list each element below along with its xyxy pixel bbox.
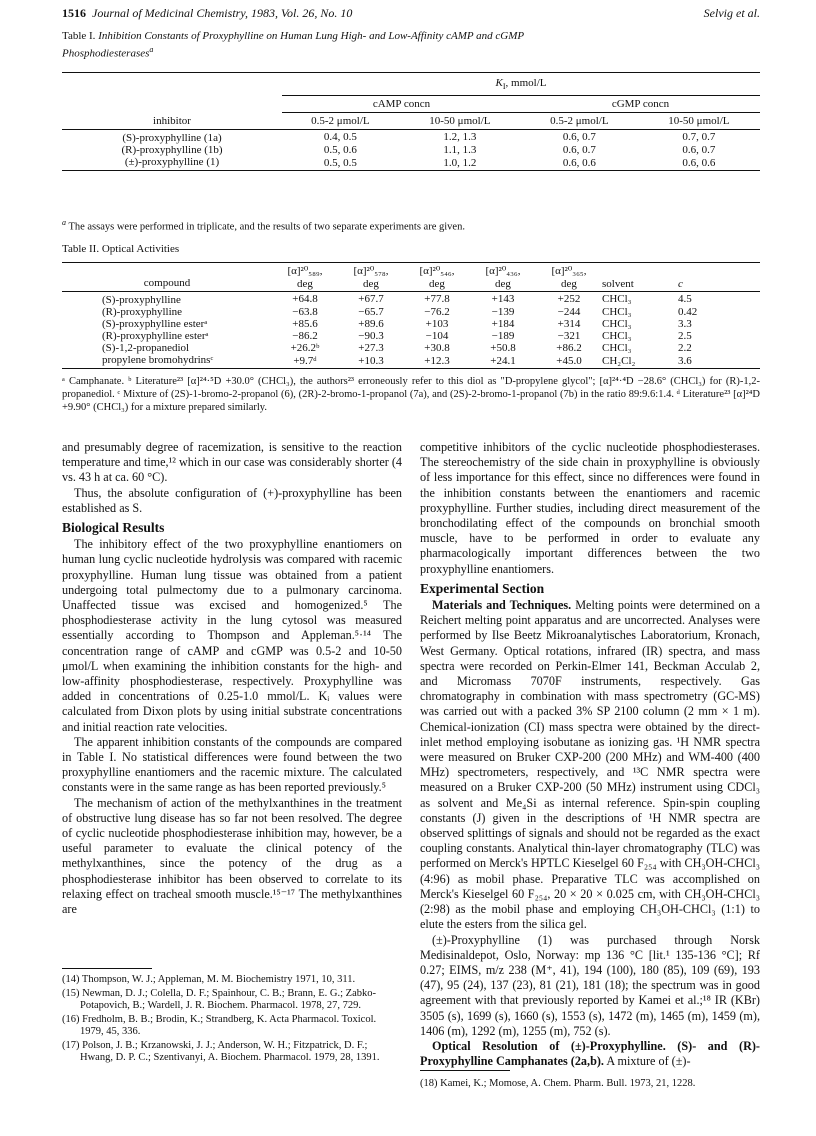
table1-caption-label: Table I. — [62, 30, 96, 42]
reference: (14) Thompson, W. J.; Appleman, M. M. Biochemistry 1971, 10, 311. — [62, 974, 356, 985]
table-row: (S)-proxyphylline (1a) 0.4, 0.5 1.2, 1.3 0.6, 0.7 0.7, 0.7 — [122, 130, 716, 144]
reference: (15) Newman, D. J.; Colella, D. F.; Spainhour, C. B.; Brann, E. G.; Zabko-Potapovich, B.; Wardell, J. R. Biochem. Pharmacol. 1978, 27, 729. — [62, 987, 376, 1011]
journal-citation: Journal of Medicinal Chemistry, 1983, Vol. 26, No. 10 — [92, 6, 353, 20]
table1-caption-text: Inhibition Constants of Proxyphylline on Human Lung High- and Low-Affinity cAMP and cGMP Phosphodiesterases — [62, 30, 524, 60]
table-row: (±)-proxyphylline (1) 0.5, 0.5 1.0, 1.2 0.6, 0.6 0.6, 0.6 — [62, 156, 760, 171]
paragraph: Materials and Techniques. Melting points were determined on a Reichert melting point apparatus and are uncorrected. Analyses were performed by Ilse Beetz Mikroanalytisches Laboratorium, Kronach, West Germany. Optical rotations, infrared (IR) spectra, and mass spectra were recorded on Perkin-Elmer 141, Beckman Acculab 2, and Micromass 7070F instruments, respectively. Gas chromatography in combination with mass spectrometry (GC-MS) was carried out with a packed 3% SP 2100 column (2 mm × 1 m). Chemical-ionization (CI) mass spectra were obtained by the direct-inlet method employing isobutane as ionizing gas. ¹H NMR spectra were measured on Bruker CXP-200 (200 MHz) and WM-400 (400 MHz) spectrometers, respectively, and ¹³C NMR spectra were measured on a Bruker CXP-200 (50 MHz) instrument using CDCl₃ as solvent and Me₄Si as internal reference. Spin-spin coupling constants (J) given in the descriptions of ¹H NMR spectra are observed splittings of signals and should not be regarded as the exact coupling constants. Analytical thin-layer chromatography (TLC) was performed on Merck's HPTLC Kieselgel 60 F₂₅₄ with CH₃OH-CHCl₃ (4:96) as mobil phase. Preparative TLC was accomplished on Merck's Kieselgel 60 F₂₅₄, 20 × 20 × 0.025 cm, with CH₃OH-CHCl₃ (2:98) as the mobil phase and employing CH₃OH-CHCl₃ (1:1) to elute the esters from the silica gel. — [420, 598, 760, 932]
left-references — [62, 974, 402, 1066]
table-row: (S)-proxyphylline esterᵃ +85.6 +89.6 +103 +184 +314 CHCl₃ 3.3 — [102, 318, 692, 330]
table2-col-compound: compound — [62, 277, 272, 292]
table2-footnote: ᵃ Camphanate. ᵇ Literature²³ [α]²⁴·⁵D +30.0° (CHCl₃), the authors²³ erroneously refer to this diol as "D-propylene glycol"; [α]²⁴·⁴D −28.6° (CHCl₃) for (R)-1,2-propanediol. ᶜ Mixture of (2S)-1-bromo-2-propanol (6), (2R)-2-bromo-1-propanol (7a), and (2S)-2-bromo-1-propanol (7b) in the ratio 89:9.6:1.4. ᵈ Literature²³ [α]²⁴D +9.90° (CHCl₃) for a mixture prepared similarly. — [62, 376, 760, 413]
paragraph: The apparent inhibition constants of the compounds are compared in Table I. No statistical differences were found between the two proxyphylline enantiomers and the racemic mixture. The calculated constants were in the same range as has been reported previously.⁵ — [62, 734, 402, 795]
reference: (16) Fredholm, B. B.; Brodin, K.; Strandberg, K. Acta Pharmacol. Toxicol. 1979, 45, 336. — [62, 1013, 377, 1037]
running-header — [62, 6, 760, 21]
paragraph: Thus, the absolute configuration of (+)-proxyphylline has been established as S. — [62, 485, 402, 515]
subsection-heading: Materials and Techniques. — [432, 598, 572, 613]
table1-group-cgmp: cGMP concn — [521, 96, 760, 113]
table-row: (S)-proxyphylline +64.8 +67.7 +77.8 +143 +252 CHCl₃ 4.5 — [102, 293, 692, 306]
table1-col-header: 10-50 μmol/L — [638, 113, 760, 130]
table1-group-camp: cAMP concn — [282, 96, 521, 113]
table1-caption-note: a — [149, 45, 154, 54]
table1-col-header: 0.5-2 μmol/L — [521, 113, 638, 130]
table2: [α]²⁰₅₈₉, [α]²⁰₅₇₈, [α]²⁰₅₄₆, [α]²⁰₄₃₆, [α]²⁰₃₆₅, compound deg deg deg deg deg solvent c (S)-proxyphylline +64.8 +67.7 +77.8 +143 +252 CHCl₃ 4.5 (R)-proxyphylline −63.8 −65.7 −76.2 −139 −244 CHCl₃ 0.42 (S)-proxyphylline esterᵃ +85.6 +89.6 +103 +184 +314 CHCl₃ 3.3 (R)-proxyphylline esterᵃ −86.2 −90.3 −104 −189 −321 CHCl₃ 2.5 (S)-1,2-propanediol +26.2ᵇ +27.3 +30.8 +50.8 +86.2 CHCl₃ 2.2 propylene bromohydrinsᶜ +9.7ᵈ +10.3 +12.3 +24.1 +45.0 CH₂Cl₂ 3.6 — [62, 262, 760, 369]
paragraph: competitive inhibitors of the cyclic nucleotide phosphodiesterases. The stereochemistry of the side chain in proxyphylline is obviously of less importance for this effect, since no differences were found in the inhibition constants between the enantiomers and racemic proxyphylline. Further studies, including direct measurement of the bronchodilating effect of the compounds on bronchial smooth muscle, have to be performed in order to evaluate any pharmacologically important differences between the two proxyphylline enantiomers. — [420, 440, 760, 576]
journal-page — [62, 0, 760, 1136]
paragraph: Optical Resolution of (±)-Proxyphylline. (S)- and (R)-Proxyphylline Camphanates (2a,b). A mixture of (±)- — [420, 1038, 760, 1069]
right-references — [420, 1078, 760, 1092]
table1-caption — [62, 30, 602, 61]
table-row: (R)-proxyphylline esterᵃ −86.2 −90.3 −104 −189 −321 CHCl₃ 2.5 — [102, 330, 692, 342]
table1-col-header: 0.5-2 μmol/L — [282, 113, 399, 130]
table1-col-inhibitor: inhibitor — [62, 113, 282, 130]
footnote-rule — [62, 968, 152, 969]
table1-footnote: $^a$ The assays were performed in triplicate, and the results of two separate experiments are given. — [62, 218, 465, 233]
table-row: propylene bromohydrinsᶜ +9.7ᵈ +10.3 +12.3 +24.1 +45.0 CH₂Cl₂ 3.6 — [62, 354, 760, 369]
page-number: 1516 — [62, 6, 86, 20]
table1-col-header: 10-50 μmol/L — [399, 113, 521, 130]
right-column — [420, 440, 760, 1069]
table2-caption: Table II. Optical Activities — [62, 243, 180, 255]
table-row: (R)-proxyphylline −63.8 −65.7 −76.2 −139 −244 CHCl₃ 0.42 — [102, 306, 698, 318]
section-heading: Biological Results — [62, 520, 165, 536]
table1-ki-header: $K_I$, mmol/L — [282, 77, 760, 96]
table-row: (R)-proxyphylline (1b) 0.5, 0.6 1.1, 1.3 0.6, 0.7 0.6, 0.7 — [121, 143, 716, 156]
reference: (18) Kamei, K.; Momose, A. Chem. Pharm. Bull. 1973, 21, 1228. — [420, 1078, 696, 1089]
paragraph: The inhibitory effect of the two proxyphylline enantiomers on human lung cyclic nucleotide hydrolysis was compared with racemic proxyphylline. Human lung tissue was obtained from a patient undergoing total pulmectomy due to a pulmonary carcinoma. Unaffected tissue was excised and homogenized.⁵ The phosphodiesterase activity in the lung cytosol was measured essentially according to Thompson and Appleman.⁵·¹⁴ The concentration range of cAMP and cGMP was 0.5-2 and 10-50 μmol/L when examining the inhibition constants for the high- and low-affinity phosphodiesterase, respectively. Proxyphylline was added in concentrations of 0.25-1.0 mmol/L. Kᵢ values were calculated from Dixon plots by using initial substrate concentrations and initial reaction rate velocities. — [62, 537, 402, 734]
paragraph: The mechanism of action of the methylxanthines in the treatment of obstructive lung disease has so far not been resolved. The degree of cyclic nucleotide phosphodiesterase inhibition may, however, be a useful parameter to evaluate the clinical potency of the methylxanthines, since the potency of the drug as a phosphodiesterase inhibitor has been observed to correlate to its relaxing effect on tracheal smooth muscle.¹⁵⁻¹⁷ The methylxanthines are — [62, 795, 402, 917]
left-column — [62, 440, 402, 917]
paragraph: (±)-Proxyphylline (1) was purchased through Norsk Medisinaldepot, Oslo, Norway: mp 136 °C [lit.¹ 135-136 °C]; Rf 0.27; EIMS, m/z 238 (M⁺, 41), 194 (100), 180 (85), 109 (69), 193 (47), 95 (24), 137 (23), 81 (21), 181 (18); the spectrum was in good agreement with that previously reported by Kamei et al.;¹⁸ IR (KBr) 3505 (s), 1699 (s), 1660 (s), 1553 (s), 1472 (m), 1465 (m), 1459 (m), 1406 (m), 1292 (m), 1255 (m), 752 (s). — [420, 932, 760, 1038]
table1 — [62, 72, 760, 171]
footnote-rule — [420, 1070, 510, 1071]
table-row: (S)-1,2-propanediol +26.2ᵇ +27.3 +30.8 +50.8 +86.2 CHCl₃ 2.2 — [102, 342, 692, 354]
section-heading: Experimental Section — [420, 580, 545, 596]
reference: (17) Polson, J. B.; Krzanowski, J. J.; Anderson, W. H.; Fitzpatrick, D. F.; Hwang, D. P. C.; Szentivanyi, A. Biochem. Pharmacol. 1979, 28, 1391. — [62, 1039, 380, 1063]
running-authors: Selvig et al. — [703, 6, 760, 20]
subsection-heading: Optical Resolution of (±)-Proxyphylline. (S)- and (R)-Proxyphylline Camphanates (2a,b). — [420, 1038, 760, 1069]
paragraph: and presumably degree of racemization, is sensitive to the reaction temperature and time,¹² which in our case was considerably shorter (4 vs. 43 h at ca. 60 °C). — [62, 440, 402, 485]
